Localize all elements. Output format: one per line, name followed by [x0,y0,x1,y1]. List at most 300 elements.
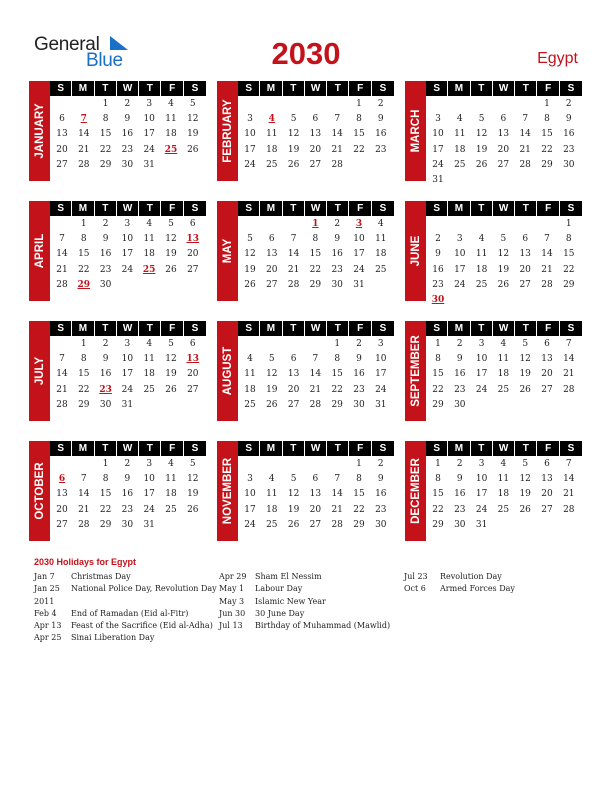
day-cell: 28 [78,159,90,170]
day-cell: 28 [541,279,553,290]
month-name: MAY [221,238,234,264]
day-cell: 18 [266,504,278,515]
day-cell: 10 [244,489,256,500]
day-cell: 22 [563,264,575,275]
day-cell: 12 [287,489,300,500]
day-cell: 24 [143,144,155,155]
weekday-label: F [538,81,560,96]
day-cell: 20 [309,144,322,155]
day-cell: 4 [146,339,153,349]
day-cell: 15 [99,489,112,500]
day-cell: 29 [353,519,365,530]
holiday-day-cell: 13 [186,354,200,365]
day-cell: 11 [475,249,488,260]
day-cell: 20 [56,144,68,155]
day-cell: 1 [435,339,441,349]
day-cell: 25 [497,504,510,515]
weekday-label: T [327,81,349,96]
weekday-label: S [426,201,448,216]
day-cell: 29 [331,399,343,410]
weekday-label: F [350,441,372,456]
day-cell: 6 [268,234,275,245]
day-cell: 4 [377,219,384,229]
day-cell: 28 [56,279,68,290]
country-label: Egypt [537,50,578,67]
holiday-date: Apr 13 [34,621,62,631]
holiday-date: Feb 4 [34,608,57,618]
weekday-label: M [72,81,94,96]
holiday-name: Feast of the Sacrifice (Eid al-Adha) [71,621,213,631]
month-label [405,81,426,181]
day-cell: 27 [187,384,199,395]
day-cell: 13 [541,474,553,485]
day-cell: 6 [189,219,196,229]
day-cell: 4 [500,339,507,349]
day-cell: 12 [287,129,300,140]
day-cell: 8 [565,234,572,245]
day-cell: 18 [497,369,510,380]
weekday-label: S [567,443,575,454]
weekday-label: T [95,81,117,96]
day-cell: 26 [165,384,177,395]
weekday-label: S [50,441,72,456]
day-cell: 7 [290,234,297,245]
day-cell: 7 [59,234,65,245]
day-cell: 10 [143,114,155,125]
day-cell: 15 [331,369,343,380]
day-cell: 19 [497,264,510,275]
day-cell: 23 [454,384,466,395]
day-cell: 26 [475,159,488,170]
day-cell: 12 [244,249,256,260]
weekday-label: S [426,321,448,336]
day-cell: 14 [331,489,343,500]
weekday-label: W [117,441,139,456]
day-cell: 27 [309,159,322,170]
day-cell: 15 [353,129,365,140]
holiday-day-cell: 3 [355,219,363,229]
day-cell: 9 [456,474,463,485]
month-label [29,441,50,541]
day-cell: 20 [187,249,199,260]
weekday-label: S [379,443,387,454]
day-cell: 6 [544,459,550,469]
holiday-item [219,596,399,608]
day-cell: 9 [565,114,572,125]
day-cell: 21 [519,144,531,155]
weekday-label: F [538,321,560,336]
day-cell: 8 [356,114,362,125]
weekday-label: M [448,321,470,336]
day-cell: 6 [290,354,297,365]
day-cell: 29 [99,159,112,170]
day-cell: 23 [375,144,387,155]
day-cell: 25 [266,519,278,530]
weekday-label: T [471,201,493,216]
holiday-item [34,620,214,632]
day-cell: 15 [432,489,444,500]
weekday-label: W [117,201,139,216]
weekday-header [238,81,394,96]
weekday-label: F [350,201,372,216]
day-cell: 12 [165,234,177,245]
day-cell: 24 [475,504,488,515]
day-cell: 5 [478,114,485,125]
day-cell: 5 [522,339,529,349]
day-cell: 1 [356,99,362,109]
day-cell: 3 [124,339,131,349]
weekday-label: F [162,321,184,336]
day-cell: 11 [266,489,278,500]
month-label [29,201,50,301]
weekday-label: S [191,443,199,454]
day-cell: 1 [565,219,572,229]
day-cell: 6 [189,339,196,349]
day-cell: 11 [266,129,278,140]
weekday-header [50,321,206,336]
weekday-header [50,441,206,456]
weekday-label: W [305,201,327,216]
holiday-date: Apr 25 [34,633,62,643]
holiday-item [404,571,574,583]
weekday-label: T [139,321,161,336]
weekday-label: F [162,201,184,216]
day-cell: 19 [475,144,488,155]
holiday-name: Revolution Day [440,572,502,581]
day-cell: 15 [432,369,444,380]
day-cell: 29 [78,399,90,410]
day-cell: 30 [99,279,112,290]
day-cell: 16 [454,369,466,380]
day-cell: 10 [475,354,488,365]
day-cell: 22 [78,384,90,395]
day-cell: 8 [312,234,319,245]
day-cell: 16 [563,129,575,140]
weekday-label: M [72,441,94,456]
day-cell: 29 [541,159,553,170]
holiday-name: End of Ramadan (Eid al-Fitr) [71,608,189,618]
day-cell: 28 [331,519,343,530]
day-cell: 5 [268,354,275,365]
day-cell: 17 [454,264,466,275]
weekday-label: W [305,81,327,96]
month-august [217,321,394,421]
holiday-date: Jan 25 [34,584,60,594]
month-label [29,81,50,181]
day-cell: 2 [124,99,131,109]
holiday-date: Jan 7 [34,572,55,581]
month-name: SEPTEMBER [409,335,422,407]
weekday-label: W [493,201,515,216]
day-cell: 7 [59,354,65,365]
holiday-name: Armed Forces Day [440,584,515,594]
day-cell: 13 [497,129,510,140]
day-cell: 3 [478,339,485,349]
day-cell: 12 [266,369,278,380]
day-cell: 14 [563,354,575,365]
day-cell: 18 [165,489,177,500]
day-cell: 1 [102,459,109,469]
weekday-header [50,201,206,216]
day-cell: 20 [266,264,278,275]
day-cell: 15 [99,129,112,140]
weekday-label: M [260,321,282,336]
day-cell: 17 [143,129,155,140]
day-cell: 18 [375,249,387,260]
weekday-label: T [327,441,349,456]
day-cell: 2 [435,234,441,245]
month-september [405,321,582,421]
weekday-header [426,321,582,336]
day-cell: 28 [563,384,575,395]
day-cell: 14 [331,129,343,140]
day-cell: 26 [287,159,300,170]
day-cell: 16 [99,249,112,260]
day-cell: 17 [475,369,488,380]
day-cell: 15 [78,369,90,380]
day-cell: 11 [143,234,155,245]
day-cell: 17 [375,369,387,380]
day-cell: 9 [102,354,109,365]
day-cell: 12 [519,354,531,365]
day-cell: 9 [356,354,362,365]
day-cell: 17 [244,504,256,515]
weekday-label: T [327,321,349,336]
day-cell: 21 [541,264,553,275]
day-cell: 12 [187,114,199,125]
day-cell: 14 [519,129,531,140]
weekday-label: F [350,321,372,336]
day-cell: 20 [56,504,68,515]
day-cell: 25 [266,159,278,170]
weekday-header [426,81,582,96]
day-cell: 24 [244,159,256,170]
holiday-column [404,571,574,596]
day-cell: 28 [56,399,68,410]
day-cell: 30 [375,519,387,530]
weekday-label: M [448,81,470,96]
day-cell: 29 [309,279,322,290]
day-cell: 19 [287,504,300,515]
weekday-label: S [567,83,575,94]
day-cell: 2 [456,459,463,469]
day-cell: 25 [454,159,466,170]
holiday-item [219,620,399,632]
weekday-label: W [305,321,327,336]
weekday-label: S [50,81,72,96]
day-cell: 2 [456,339,463,349]
day-cell: 21 [78,144,90,155]
weekday-label: T [327,201,349,216]
day-cell: 14 [78,489,90,500]
day-cell: 11 [375,234,387,245]
day-cell: 5 [522,459,529,469]
holiday-day-cell: 6 [58,474,66,485]
logo-text-general: General [34,34,100,55]
weekday-label: T [471,441,493,456]
day-cell: 28 [331,159,343,170]
day-cell: 30 [563,159,575,170]
day-cell: 30 [331,279,343,290]
day-cell: 18 [454,144,466,155]
day-cell: 2 [377,99,384,109]
month-name: APRIL [33,233,46,269]
day-cell: 24 [143,504,155,515]
day-cell: 16 [121,489,134,500]
day-cell: 21 [563,489,575,500]
holiday-item [34,608,214,620]
weekday-label: M [448,201,470,216]
day-cell: 23 [331,264,343,275]
weekday-label: S [379,203,387,214]
weekday-label: T [471,81,493,96]
month-name: MARCH [409,109,422,153]
weekday-label: W [117,81,139,96]
day-cell: 25 [497,384,510,395]
day-cell: 15 [78,249,90,260]
day-cell: 3 [146,459,153,469]
weekday-label: T [139,441,161,456]
day-cell: 19 [165,369,177,380]
day-cell: 27 [56,159,68,170]
day-cell: 19 [187,129,199,140]
month-july [29,321,206,421]
day-cell: 27 [56,519,68,530]
day-cell: 24 [353,264,365,275]
day-cell: 4 [168,99,174,109]
day-cell: 28 [519,159,531,170]
day-cell: 4 [500,459,507,469]
day-cell: 22 [432,504,444,515]
day-cell: 8 [435,474,441,485]
holiday-day-cell: 25 [142,264,156,275]
day-cell: 17 [121,369,134,380]
day-cell: 23 [563,144,575,155]
day-cell: 2 [334,219,341,229]
holiday-name: Sinai Liberation Day [71,633,155,643]
day-cell: 20 [519,264,531,275]
day-cell: 14 [56,369,68,380]
day-cell: 24 [432,159,444,170]
day-cell: 31 [353,279,365,290]
day-cell: 13 [309,129,322,140]
day-cell: 12 [497,249,510,260]
day-cell: 29 [432,519,444,530]
day-cell: 2 [565,99,572,109]
day-cell: 8 [80,354,87,365]
day-cell: 18 [497,489,510,500]
day-cell: 16 [454,489,466,500]
day-cell: 16 [375,489,387,500]
weekday-label: W [493,81,515,96]
day-cell: 7 [565,339,572,349]
day-cell: 3 [435,114,441,125]
day-cell: 17 [121,249,134,260]
day-cell: 22 [309,264,322,275]
holiday-item [34,571,214,583]
day-cell: 19 [244,264,256,275]
day-cell: 25 [165,504,177,515]
day-cell: 7 [334,114,341,125]
day-cell: 17 [432,144,444,155]
day-cell: 7 [312,354,319,365]
day-cell: 15 [541,129,553,140]
day-cell: 16 [353,369,365,380]
day-cell: 27 [187,264,199,275]
holiday-item [404,583,574,595]
day-cell: 12 [165,354,177,365]
day-cell: 11 [497,474,510,485]
day-cell: 31 [121,399,134,410]
day-cell: 1 [102,99,109,109]
day-cell: 27 [266,279,278,290]
day-cell: 11 [454,129,466,140]
day-cell: 17 [353,249,365,260]
day-cell: 28 [563,504,575,515]
day-cell: 22 [331,384,343,395]
day-cell: 19 [165,249,177,260]
day-cell: 16 [331,249,343,260]
day-cell: 22 [78,264,90,275]
day-cell: 12 [475,129,488,140]
weekday-label: M [72,321,94,336]
day-cell: 17 [475,489,488,500]
day-cell: 12 [519,474,531,485]
day-cell: 21 [287,264,300,275]
weekday-label: S [238,321,260,336]
weekday-label: T [283,81,305,96]
day-cell: 11 [497,354,510,365]
day-cell: 18 [266,144,278,155]
month-march [405,81,582,185]
weekday-label: S [426,441,448,456]
day-cell: 28 [78,519,90,530]
day-cell: 26 [519,504,531,515]
day-cell: 9 [435,249,441,260]
day-cell: 21 [331,504,343,515]
day-cell: 27 [287,399,300,410]
day-cell: 19 [287,144,300,155]
day-cell: 11 [165,114,177,125]
holiday-column [34,571,217,645]
weekday-header [238,441,394,456]
weekday-label: T [515,441,537,456]
day-cell: 30 [121,159,134,170]
day-cell: 3 [456,234,463,245]
holiday-name: Islamic New Year [255,596,326,606]
holiday-day-cell: 29 [77,279,91,290]
day-cell: 26 [187,504,199,515]
day-cell: 18 [143,369,155,380]
day-cell: 8 [356,474,362,485]
day-cell: 10 [353,234,365,245]
day-cell: 21 [331,144,343,155]
weekday-label: S [567,203,575,214]
day-cell: 28 [309,399,322,410]
month-label [405,321,426,421]
day-cell: 5 [168,339,174,349]
day-cell: 18 [244,384,256,395]
day-cell: 1 [80,339,87,349]
day-cell: 10 [432,129,444,140]
weekday-label: S [238,201,260,216]
day-cell: 24 [121,384,134,395]
holiday-name: Sham El Nessim [255,572,322,581]
day-cell: 8 [102,114,109,125]
weekday-label: W [305,441,327,456]
holiday-item [219,583,399,595]
holiday-name: 30 June Day [255,608,305,618]
